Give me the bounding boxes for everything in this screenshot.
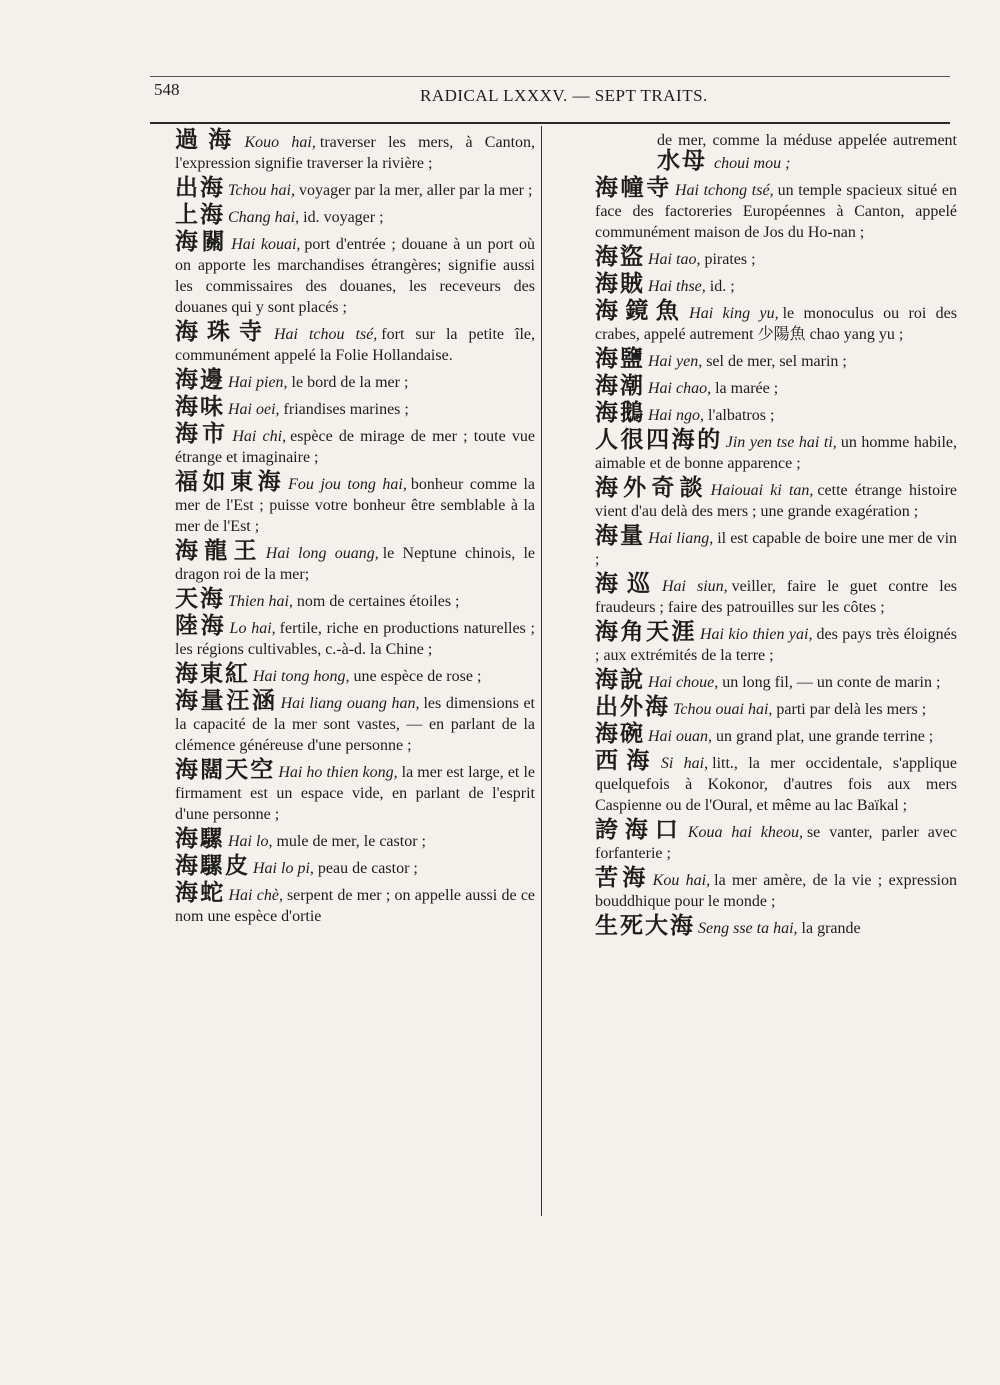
- entry-definition: la marée ;: [715, 380, 779, 397]
- entry-chinese: 海外奇談: [595, 475, 708, 501]
- entry-romanization: Hai yen,: [648, 353, 703, 370]
- dictionary-entry: [175, 367, 535, 393]
- entry-definition: id. voyager ;: [303, 209, 384, 226]
- dictionary-entry: [595, 865, 958, 912]
- page-number: 548: [154, 80, 180, 99]
- continuation-romanization: choui mou ;: [714, 155, 791, 172]
- entry-chinese: 海量: [595, 523, 646, 549]
- entry-chinese: 海角天涯: [595, 619, 697, 645]
- entry-chinese: 海盜: [595, 244, 645, 270]
- entry-chinese: 海說: [595, 667, 645, 693]
- entry-definition: veiller, faire le guet contre les fraudeurs ; faire des patrouilles sur les côtes ;: [595, 578, 958, 616]
- entry-definition: friandises marines ;: [283, 401, 409, 418]
- entry-romanization: Kouo hai,: [244, 134, 316, 151]
- entry-definition: fort sur la petite île, communément appelé la Folie Hollandaise.: [175, 326, 536, 364]
- entry-romanization: Hai kio thien yai,: [699, 626, 813, 643]
- entry-definition: un grand plat, une grande terrine ;: [716, 728, 934, 745]
- dictionary-entry: [595, 244, 957, 270]
- entry-romanization: Seng sse ta hai,: [698, 920, 798, 937]
- entry-definition: voyager par la mer, aller par la mer ;: [298, 182, 533, 199]
- entry-romanization: Hai choue,: [648, 674, 719, 691]
- entry-romanization: Hai kouai,: [231, 236, 301, 253]
- dictionary-entry: [595, 346, 957, 372]
- entry-definition: un temple spacieux situé en face des factoreries Européennes à Canton, appelé communément maison de Jos du Ho-nan ;: [595, 182, 958, 241]
- entry-romanization: Hai liang ouang han,: [280, 695, 420, 712]
- entry-definition: port d'entrée ; douane à un port où on apporte les marchandises étrangères; signifie aussi les commissaires des douanes, les receveurs des douanes qui y sont placés ;: [175, 236, 536, 316]
- entry-chinese: 海味: [175, 394, 225, 420]
- entry-definition: la mer amère, de la vie ; expression bouddhique pour le monde ;: [595, 872, 958, 910]
- entry-definition: des pays très éloignés ; aux extrémités de la terre ;: [595, 626, 958, 664]
- dictionary-entry: [175, 826, 535, 852]
- entry-chinese: 誇海口: [595, 817, 685, 843]
- entry-chinese: 過海: [175, 127, 242, 153]
- entry-romanization: Hai long ouang,: [265, 545, 379, 562]
- entry-chinese: 海巡: [595, 571, 659, 597]
- entry-chinese: 出海: [175, 175, 225, 201]
- dictionary-entry: [175, 613, 535, 660]
- entry-romanization: Hai pien,: [228, 374, 288, 391]
- entry-definition: espèce de mirage de mer ; toute vue étrange et imaginaire ;: [175, 428, 536, 466]
- entry-definition: litt., la mer occidentale, s'applique quelquefois à Kokonor, d'autres fois aux mers Caspienne ou de l'Oural, et même au lac Baïkal ;: [595, 755, 958, 814]
- dictionary-entry: [595, 175, 958, 243]
- dictionary-entry: [175, 127, 536, 174]
- continuation-text: [595, 130, 957, 174]
- right-entries: [595, 175, 958, 939]
- dictionary-entry: [175, 880, 536, 927]
- entry-definition: le monoculus ou roi des crabes, appelé autrement 少陽魚 chao yang yu ;: [595, 305, 957, 343]
- entry-chinese: 海賊: [595, 271, 645, 297]
- dictionary-entry: [175, 757, 536, 825]
- dictionary-entry: [595, 817, 957, 864]
- entry-chinese: 海鵝: [595, 400, 645, 426]
- entry-definition: la mer est large, et le firmament est un espace vide, en parlant de l'esprit d'une personne ;: [175, 764, 536, 823]
- dictionary-entry: [175, 586, 535, 612]
- entry-romanization: Koua hai kheou,: [687, 824, 803, 841]
- entry-chinese: 生死大海: [595, 913, 695, 939]
- entry-romanization: Lo hai,: [229, 620, 276, 637]
- entry-romanization: Tchou ouai hai,: [673, 701, 773, 718]
- dictionary-entry: [595, 523, 958, 570]
- entry-definition: mule de mer, le castor ;: [276, 833, 426, 850]
- entry-definition: traverser les mers, à Canton, l'expression signifie traverser la rivière ;: [175, 134, 536, 172]
- entry-definition: se vanter, parler avec forfanterie ;: [595, 824, 957, 862]
- dictionary-entry: [595, 271, 957, 297]
- entry-romanization: Hai liang,: [648, 530, 714, 547]
- entry-definition: fertile, riche en productions naturelles ; les régions cultivables, c.-à-d. la Chine ;: [175, 620, 535, 658]
- entry-chinese: 海龍王: [175, 538, 263, 564]
- entry-romanization: Hai thse,: [648, 278, 706, 295]
- right-column: [595, 130, 957, 943]
- left-column: [175, 127, 536, 931]
- entry-chinese: 海騾: [175, 826, 225, 852]
- dictionary-entry: [595, 913, 957, 939]
- entry-romanization: Hai ouan,: [648, 728, 712, 745]
- entry-definition: la grande: [801, 920, 861, 937]
- entry-definition: le Neptune chinois, le dragon roi de la mer;: [175, 545, 535, 583]
- entry-chinese: 出外海: [595, 694, 670, 720]
- entry-definition: le bord de la mer ;: [291, 374, 409, 391]
- entry-romanization: Hai tong hong,: [253, 668, 350, 685]
- entry-definition: parti par delà les mers ;: [776, 701, 927, 718]
- entry-romanization: Hai ho thien kong,: [278, 764, 398, 781]
- entry-definition: id. ;: [709, 278, 735, 295]
- entry-definition: il est capable de boire une mer de vin ;: [595, 530, 958, 568]
- entry-chinese: 海騾皮: [175, 853, 250, 879]
- entry-chinese: 海鹽: [595, 346, 645, 372]
- entry-romanization: Haiouai ki tan,: [710, 482, 814, 499]
- dictionary-entry: [175, 538, 535, 585]
- dictionary-entry: [595, 427, 957, 474]
- header-top-rule: [150, 76, 950, 77]
- entry-romanization: Tchou hai,: [228, 182, 295, 199]
- entry-chinese: 海珠寺: [175, 319, 271, 345]
- entry-romanization: Hai chao,: [648, 380, 712, 397]
- dictionary-entry: [175, 421, 536, 468]
- entry-chinese: 海市: [175, 421, 230, 447]
- entry-definition: bonheur comme la mer de l'Est ; puisse votre bonheur être semblable à la mer de l'Est ;: [175, 476, 535, 535]
- entry-romanization: Hai tchou tsé,: [273, 326, 378, 343]
- entry-chinese: 海蛇: [175, 880, 226, 906]
- entry-chinese: 上海: [175, 202, 225, 228]
- entry-chinese: 海東紅: [175, 661, 250, 687]
- entry-chinese: 海量汪涵: [175, 688, 278, 714]
- running-title: RADICAL LXXXV. — SEPT TRAITS.: [420, 86, 708, 105]
- entry-romanization: Hai oei,: [228, 401, 280, 418]
- entry-chinese: 海鏡魚: [595, 298, 687, 324]
- entry-romanization: Hai tao,: [648, 251, 701, 268]
- entry-romanization: Si hai,: [660, 755, 709, 772]
- dictionary-entry: [175, 202, 535, 228]
- entry-romanization: Hai ngo,: [648, 407, 704, 424]
- dictionary-entry: [595, 475, 958, 522]
- dictionary-entry: [595, 373, 957, 399]
- page-header: [150, 76, 950, 116]
- dictionary-entry: [595, 619, 958, 666]
- entry-chinese: 海碗: [595, 721, 645, 747]
- entry-romanization: Hai chè,: [228, 887, 283, 904]
- entry-romanization: Hai siun,: [662, 578, 728, 595]
- dictionary-entry: [595, 721, 957, 747]
- entry-romanization: Jin yen tse hai ti,: [725, 434, 837, 451]
- entry-definition: peau de castor ;: [317, 860, 418, 877]
- dictionary-entry: [175, 394, 535, 420]
- entry-romanization: Hai king yu,: [689, 305, 779, 322]
- entry-definition: une espèce de rose ;: [353, 668, 482, 685]
- entry-romanization: Hai lo pi,: [253, 860, 314, 877]
- entry-chinese: 天海: [175, 586, 225, 612]
- dictionary-entry: [175, 175, 535, 201]
- entry-chinese: 苦海: [595, 865, 650, 891]
- entry-romanization: Kou hai,: [652, 872, 711, 889]
- entry-definition: nom de certaines étoiles ;: [296, 593, 460, 610]
- entry-definition: cette étrange histoire vient d'au delà des mers ; une grande exagération ;: [595, 482, 958, 520]
- entry-chinese: 海闊天空: [175, 757, 276, 783]
- dictionary-entry: [595, 400, 957, 426]
- column-divider: [541, 126, 542, 1216]
- dictionary-entry: [175, 229, 536, 318]
- continuation-chinese: 水母: [657, 148, 707, 174]
- entry-romanization: Fou jou tong hai,: [288, 476, 407, 493]
- entry-romanization: Hai chi,: [232, 428, 287, 445]
- dictionary-entry: [595, 667, 957, 693]
- entry-romanization: Chang hai,: [228, 209, 300, 226]
- entry-definition: l'albatros ;: [708, 407, 775, 424]
- entry-chinese: 西海: [595, 748, 658, 774]
- entry-chinese: 福如東海: [175, 469, 286, 495]
- entry-definition: un long fil, — un conte de marin ;: [722, 674, 941, 691]
- header-rule: [150, 122, 950, 124]
- entry-chinese: 海邊: [175, 367, 225, 393]
- entry-romanization: Thien hai,: [228, 593, 293, 610]
- dictionary-entry: [175, 661, 535, 687]
- entry-chinese: 海潮: [595, 373, 645, 399]
- entry-chinese: 海關: [175, 229, 229, 255]
- entry-romanization: Hai lo,: [228, 833, 273, 850]
- entry-definition: pirates ;: [704, 251, 756, 268]
- dictionary-entry: [595, 694, 957, 720]
- dictionary-entry: [175, 853, 535, 879]
- dictionary-entry: [175, 469, 535, 537]
- entry-chinese: 人很四海的: [595, 427, 723, 453]
- continuation-definition: de mer, comme la méduse appelée autrement: [657, 132, 957, 149]
- dictionary-entry: [595, 748, 958, 816]
- entry-romanization: Hai tchong tsé,: [674, 182, 774, 199]
- dictionary-entry: [595, 571, 958, 618]
- entry-definition: serpent de mer ; on appelle aussi de ce nom une espèce d'ortie: [175, 887, 536, 925]
- entry-definition: les dimensions et la capacité de la mer sont vastes, — en parlant de la clémence généreuse d'une personne ;: [175, 695, 536, 754]
- entry-definition: sel de mer, sel marin ;: [706, 353, 847, 370]
- entry-definition: un homme habile, aimable et de bonne apparence ;: [595, 434, 957, 472]
- dictionary-entry: [175, 688, 536, 756]
- entry-chinese: 陸海: [175, 613, 227, 639]
- entry-chinese: 海幢寺: [595, 175, 672, 201]
- dictionary-entry: [175, 319, 536, 366]
- dictionary-entry: [595, 298, 957, 345]
